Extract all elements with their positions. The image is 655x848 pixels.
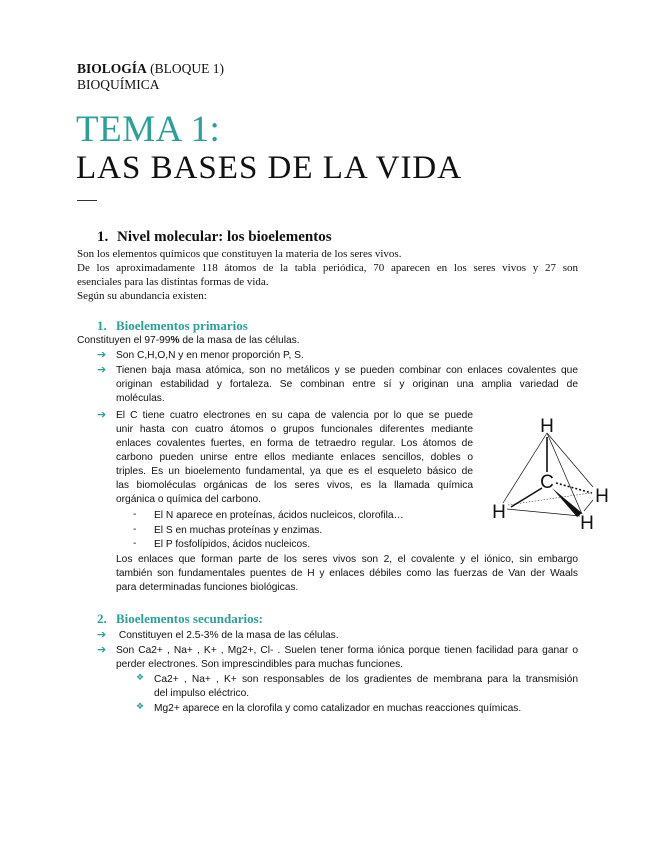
arrow-bullet-icon: ➔ bbox=[97, 628, 107, 641]
page-title: LAS BASES DE LA VIDA bbox=[76, 150, 463, 186]
block-label: (BLOQUE 1) bbox=[146, 61, 225, 76]
primarios-heading bbox=[97, 318, 248, 334]
primarios-bullet-line: orgánica o química del carbono. bbox=[116, 494, 261, 505]
atom-h-bottom: H bbox=[580, 513, 594, 534]
bond-left bbox=[511, 488, 542, 507]
title-divider bbox=[77, 200, 97, 201]
atom-h-top: H bbox=[540, 416, 554, 437]
arrow-bullet-icon: ➔ bbox=[97, 643, 107, 656]
primarios-bullet-line: Tienen baja masa atómica, son no metálicos y se pueden combinar con enlaces covalentes que bbox=[116, 365, 578, 376]
section-1-heading bbox=[97, 229, 332, 246]
document-header bbox=[77, 61, 224, 93]
atom-c-center: C bbox=[540, 472, 554, 493]
primarios-closing-line: Los enlaces que forman parte de los seres vivos son 2, el covalente y el iónico, sin embargo bbox=[116, 554, 578, 565]
element-note: El N aparece en proteínas, ácidos nucleicos, clorofila… bbox=[154, 510, 404, 521]
methane-tetrahedron-diagram bbox=[480, 410, 620, 540]
dash-bullet: - bbox=[133, 538, 137, 549]
primarios-bullet-line: triples. Es un bioelemento fundamental, ya que es el esqueleto básico de bbox=[116, 466, 473, 477]
primarios-bullet-line: Son C,H,O,N y en menor proporción P, S. bbox=[116, 350, 304, 361]
bond-bottom-wedge bbox=[552, 488, 582, 517]
section-1-line: Son los elementos químicos que constituyen la materia de los seres vivos. bbox=[77, 248, 402, 260]
secundarios-bullet-line: perder electrones. Son imprescindibles para muchas funciones. bbox=[116, 659, 404, 670]
element-note: El S en muchas proteínas y enzimas. bbox=[154, 525, 323, 536]
edge bbox=[584, 500, 593, 511]
primarios-bullet-line: enlaces covalentes fuertes, en forma de tetraedro regular. Los átomos de bbox=[116, 438, 473, 449]
section-1-line: esenciales para las distintas formas de vida. bbox=[77, 276, 269, 288]
secundarios-number: 2. bbox=[97, 611, 107, 626]
primarios-bullet-line: moléculas. bbox=[116, 393, 165, 404]
section-1-number: 1. bbox=[97, 229, 109, 245]
primarios-bullet-line: carbono pueden unirse entre ellos mediante enlaces sencillos, dobles o bbox=[116, 452, 473, 463]
primarios-title: Bioelementos primarios bbox=[116, 318, 248, 333]
arrow-bullet-icon: ➔ bbox=[97, 408, 107, 421]
secundarios-heading bbox=[97, 611, 263, 627]
dash-bullet: - bbox=[133, 524, 137, 535]
primarios-bullet-line: las biomoléculas orgánicas de los seres vivos, es la llamada química bbox=[116, 480, 473, 491]
arrow-bullet-icon: ➔ bbox=[97, 363, 107, 376]
secundarios-subbullet-line: del impulso eléctrico. bbox=[154, 688, 250, 699]
primarios-bullet-line: originan estabilidad y fortaleza. Se combinan entre sí y originan una amplia variedad de bbox=[116, 379, 578, 390]
topic-label: BIOQUÍMICA bbox=[77, 77, 160, 92]
tema-heading: TEMA 1: bbox=[76, 109, 221, 150]
element-note: El P fosfolípidos, ácidos nucleicos. bbox=[154, 539, 311, 550]
diamond-bullet-icon: ❖ bbox=[136, 673, 145, 683]
secundarios-title: Bioelementos secundarios: bbox=[116, 611, 263, 626]
secundarios-bullet-line: Son Ca2+ , Na+ , K+ , Mg2+, Cl- . Suelen tener forma iónica porque tienen facilidad para ganar o bbox=[116, 645, 578, 656]
primarios-bullet-line: unir hasta con cuatro átomos o grupos funcionales diferentes mediante bbox=[116, 424, 473, 435]
diamond-bullet-icon: ❖ bbox=[136, 702, 145, 712]
arrow-bullet-icon: ➔ bbox=[97, 348, 107, 361]
section-1-line: Según su abundancia existen: bbox=[77, 290, 207, 302]
section-1-title: Nivel molecular: los bioelementos bbox=[117, 229, 332, 245]
secundarios-subbullet-line: Ca2+ , Na+ , K+ son responsables de los gradientes de membrana para la transmisión bbox=[154, 674, 578, 685]
primarios-closing-line: también son fundamentales puentes de H y enlaces débiles como las fuerzas de Van der Waals bbox=[116, 568, 578, 579]
section-1-line: De los aproximadamente 118 átomos de la tabla periódica, 70 aparecen en los seres vivos y 27 son bbox=[77, 262, 578, 274]
primarios-number: 1. bbox=[97, 318, 107, 333]
atom-h-left: H bbox=[492, 502, 506, 523]
edge bbox=[507, 509, 580, 516]
primarios-closing-line: para determinadas funciones biológicas. bbox=[116, 582, 299, 593]
atom-h-right: H bbox=[595, 486, 609, 507]
dash-bullet: - bbox=[133, 509, 137, 520]
secundarios-subbullet-line: Mg2+ aparece en la clorofila y como catalizador en muchas reacciones químicas. bbox=[154, 703, 522, 714]
edge bbox=[547, 433, 593, 487]
primarios-intro: Constituyen el 97-99% de la masa de las células. bbox=[77, 335, 300, 346]
bond-right-dashed bbox=[556, 483, 592, 493]
primarios-bullet-line: El C tiene cuatro electrones en su capa de valencia por lo que se puede bbox=[116, 410, 473, 421]
subject-label: BIOLOGÍA bbox=[77, 61, 147, 76]
secundarios-bullet-line: Constituyen el 2.5-3% de la masa de las células. bbox=[116, 630, 339, 641]
